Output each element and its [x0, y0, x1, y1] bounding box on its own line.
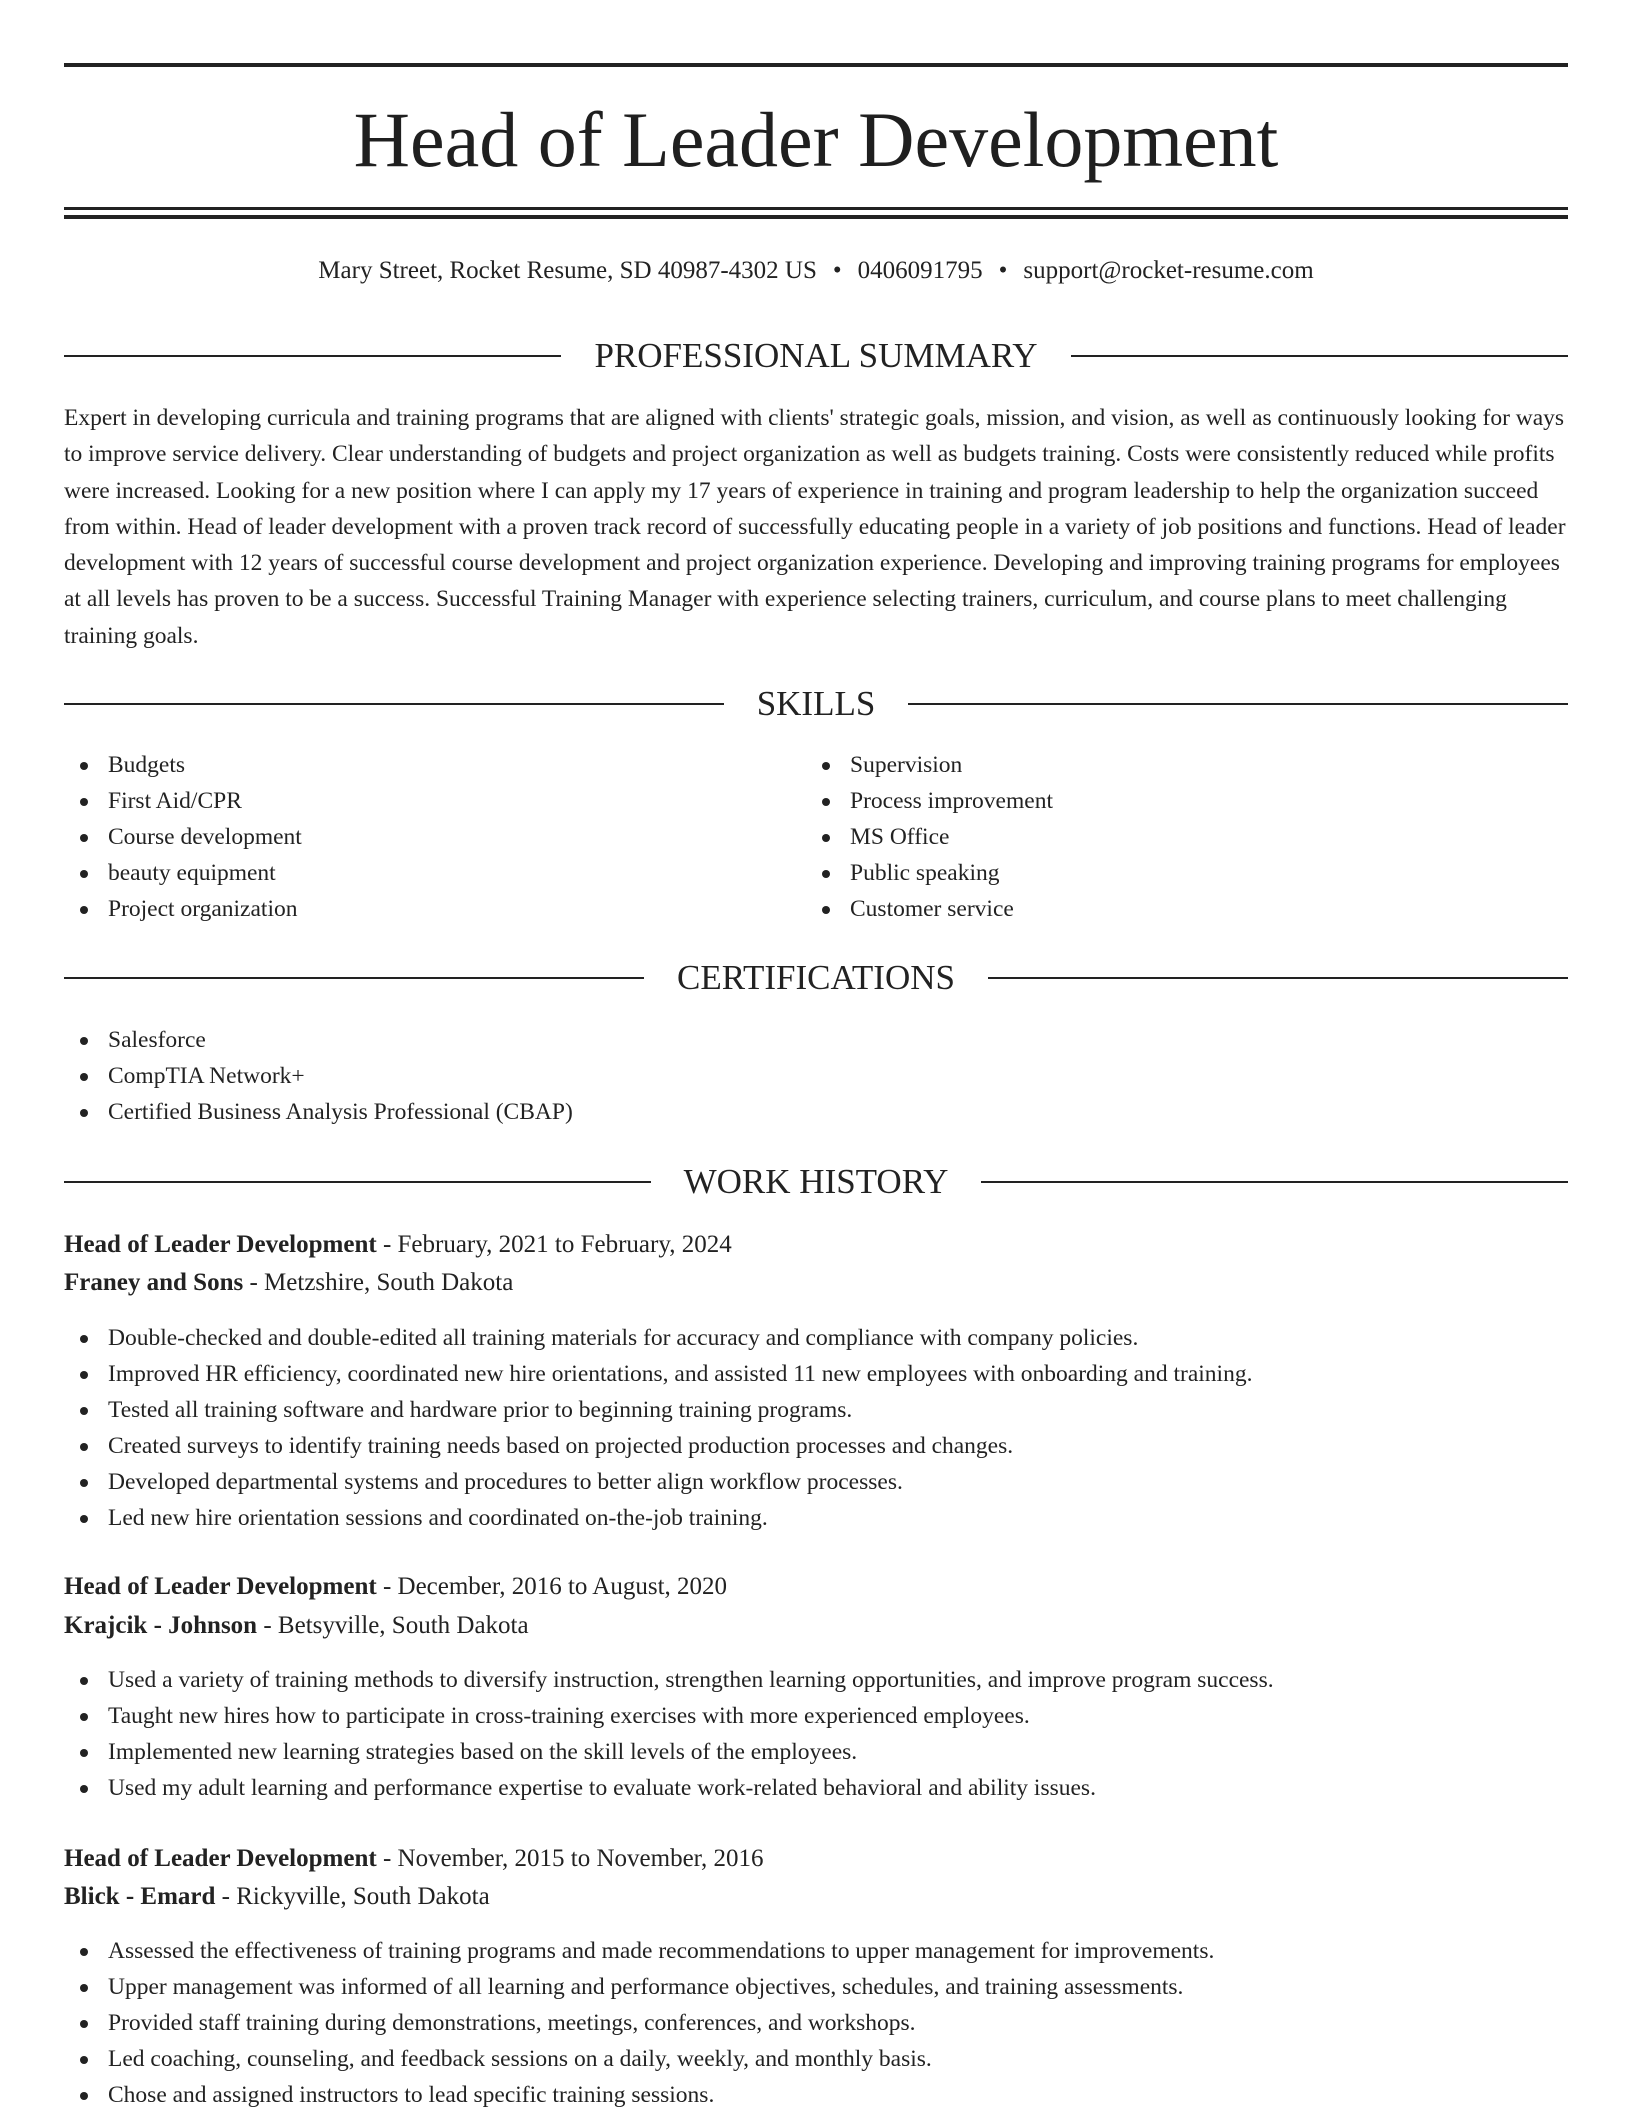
skill-item: Course development	[64, 819, 764, 855]
job-bullet: Led coaching, counseling, and feedback sessions on a daily, weekly, and monthly basis.	[64, 2041, 1564, 2077]
work-history-heading	[64, 1160, 1568, 1204]
job-title-line	[64, 1226, 732, 1264]
job-company-line	[64, 1607, 529, 1645]
job-location: - Rickyville, South Dakota	[215, 1883, 490, 1910]
job-bullet: Used my adult learning and performance expertise to evaluate work-related behavioral and ability issues.	[64, 1770, 1564, 1806]
work-history-heading-text: WORK HISTORY	[683, 1162, 949, 1201]
job-title-line	[64, 1568, 727, 1606]
skill-item: First Aid/CPR	[64, 783, 764, 819]
skills-list-left	[64, 747, 764, 927]
job-company-line	[64, 1878, 490, 1916]
skill-item: Process improvement	[806, 783, 1506, 819]
skills-list-right	[806, 747, 1506, 927]
job-company: Krajcik - Johnson	[64, 1612, 258, 1639]
job-dates: - February, 2021 to February, 2024	[376, 1231, 732, 1258]
job-bullet: Used a variety of training methods to diversify instruction, strengthen learning opportunities, and improve program success.	[64, 1662, 1564, 1698]
job-title: Head of Leader Development	[64, 1845, 377, 1872]
summary-heading	[64, 334, 1568, 378]
certifications-heading	[64, 956, 1568, 1000]
certification-item: CompTIA Network+	[64, 1058, 1564, 1094]
job-bullet: Taught new hires how to participate in cross-training exercises with more experienced employees.	[64, 1698, 1564, 1734]
job-bullet: Tested all training software and hardware prior to beginning training programs.	[64, 1392, 1564, 1428]
job-bullets	[64, 1933, 1564, 2113]
job-bullets	[64, 1662, 1564, 1806]
skills-heading-text: SKILLS	[756, 684, 876, 723]
skill-item: Customer service	[806, 891, 1506, 927]
job-bullets	[64, 1320, 1564, 1536]
skills-heading	[64, 682, 1568, 726]
header-bottom-rule-2	[64, 215, 1568, 219]
heading-rule-right	[981, 1181, 1568, 1183]
certification-item: Certified Business Analysis Professional (CBAP)	[64, 1094, 1564, 1130]
job-bullet: Led new hire orientation sessions and coordinated on-the-job training.	[64, 1500, 1564, 1536]
heading-rule-right	[908, 703, 1568, 705]
contact-phone: 0406091795	[857, 257, 983, 284]
job-company-line	[64, 1264, 513, 1302]
job-location: - Metzshire, South Dakota	[243, 1269, 514, 1296]
job-bullet: Improved HR efficiency, coordinated new hire orientations, and assisted 11 new employees with onboarding and training.	[64, 1356, 1564, 1392]
skill-item: Public speaking	[806, 855, 1506, 891]
certification-item: Salesforce	[64, 1022, 1564, 1058]
job-company: Blick - Emard	[64, 1883, 216, 1910]
summary-text: Expert in developing curricula and training programs that are aligned with clients' strategic goals, mission, and vision, as well as continuously looking for ways to improve service delivery. Clear understanding of budgets and project organization as well as budgets training. Costs were consistently reduced while profits were increased. Looking for a new position where I can apply my 17 years of experience in training and program leadership to help the organization succeed from within. Head of leader development with a proven track record of successfully educating people in a variety of job positions and functions. Head of leader development with 12 years of successful course development and project organization experience. Developing and improving training programs for employees at all levels has proven to be a success. Successful Training Manager with experience selecting trainers, curriculum, and course plans to meet challenging training goals.	[64, 405, 1566, 649]
skill-item: Budgets	[64, 747, 764, 783]
job-bullet: Assessed the effectiveness of training programs and made recommendations to upper management for improvements.	[64, 1933, 1564, 1969]
contact-address: Mary Street, Rocket Resume, SD 40987-4302 US	[318, 257, 817, 284]
contact-separator: •	[832, 257, 842, 284]
job-bullet: Upper management was informed of all learning and performance objectives, schedules, and training assessments.	[64, 1969, 1564, 2005]
heading-rule-right	[1071, 355, 1568, 357]
header-top-rule	[64, 63, 1568, 67]
certifications-heading-text: CERTIFICATIONS	[677, 958, 955, 997]
skill-item: Supervision	[806, 747, 1506, 783]
heading-rule-left	[64, 977, 644, 979]
skill-item: Project organization	[64, 891, 764, 927]
job-bullet: Double-checked and double-edited all training materials for accuracy and compliance with company policies.	[64, 1320, 1564, 1356]
job-bullet: Implemented new learning strategies based on the skill levels of the employees.	[64, 1734, 1564, 1770]
skill-item: MS Office	[806, 819, 1506, 855]
job-title-line	[64, 1840, 764, 1878]
summary-heading-text: PROFESSIONAL SUMMARY	[594, 336, 1038, 375]
heading-rule-left	[64, 1181, 651, 1183]
job-title: Head of Leader Development	[64, 1231, 377, 1258]
header-bottom-rule	[64, 207, 1568, 210]
job-company: Franey and Sons	[64, 1269, 244, 1296]
contact-line	[64, 254, 1568, 288]
job-bullet: Chose and assigned instructors to lead specific training sessions.	[64, 2077, 1564, 2113]
job-dates: - November, 2015 to November, 2016	[376, 1845, 764, 1872]
contact-separator: •	[998, 257, 1008, 284]
resume-title: Head of Leader Development	[353, 96, 1279, 183]
contact-email: support@rocket-resume.com	[1023, 257, 1314, 284]
job-bullet: Developed departmental systems and procedures to better align workflow processes.	[64, 1464, 1564, 1500]
job-title: Head of Leader Development	[64, 1573, 377, 1600]
job-location: - Betsyville, South Dakota	[257, 1612, 529, 1639]
job-bullet: Provided staff training during demonstrations, meetings, conferences, and workshops.	[64, 2005, 1564, 2041]
skill-item: beauty equipment	[64, 855, 764, 891]
heading-rule-left	[64, 703, 724, 705]
heading-rule-left	[64, 355, 561, 357]
job-dates: - December, 2016 to August, 2020	[376, 1573, 728, 1600]
job-bullet: Created surveys to identify training needs based on projected production processes and changes.	[64, 1428, 1564, 1464]
certifications-list	[64, 1022, 1564, 1130]
heading-rule-right	[988, 977, 1568, 979]
